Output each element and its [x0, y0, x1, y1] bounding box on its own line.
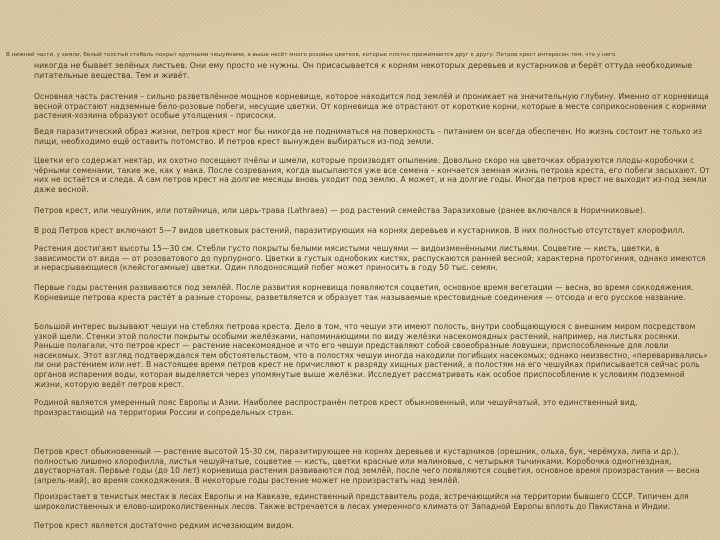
paragraph-rarity: Петров крест является достаточно редким исчезающим видом. [34, 521, 294, 530]
paragraph-common-species: Петров крест обыкновенный — растение высотой 15-30 см, паразитирующее на корнях деревьев и кустарников (орешник, ольха, бук, черёмуха, липа и др.), полностью лишено хлорофилла, листья чешуйчатые, соцветие — кисть, цветки красные или малиновые, с четырьмя тычинками. Коробочка одногнездная, двустворчатая. Первые годы (до 10 лет) корневища растения развиваются под землёй, после чего появляются соцветия, основное время произрастания — весна (апрель-май), во время соккодяжения. В некоторые годы растение может не произрастать над землёй. [34, 447, 700, 485]
paragraph-intro-first-line: В нижней части, у земли, белый толстый стебель покрыт крупными чешуйками, а выше несёт много розовых цветков, которые плотно прижимаются друг к другу. Петров крест интересен тем, что у него [6, 52, 616, 58]
paragraph-habitat: Произрастает в тенистых местах в лесах Европы и на Кавказе, единственный представитель рода, встречающийся на территории бывшего СССР. Типичен для широколиственных и елово-широколиственных лесов. Также встречается в лесах умеренного климата от Западной Европы вплоть до Пакистана и Индии. [34, 492, 689, 511]
paragraph-first-years: Первые годы растения развиваются под землёй. После развития корневища появляются соцветия, основное время вегетации — весна, во время соккодяжения. Корневище петрова креста растёт в разные стороны, разветвляется и образует так называемые крестовидные соединения — отсюда и его русское название. [34, 283, 694, 302]
paragraph-homeland: Родиной является умеренный пояс Европы и Азии. Наиболее распространён петров крест обыкновенный, или чешуйчатый, это единственный вид, произрастающий на территории России и сопредельных стран. [34, 398, 638, 417]
paragraph-description: Растения достигают высоты 15—30 см. Стебли густо покрыты белыми мясистыми чешуями — видоизменёнными листьями. Соцветие — кисть, цветки, в зависимости от вида — от розоватового до пурпурного. Цветки в густых однобоких кистях, распускаются ранней весной; характерна протогиния, однако имеются и нерасрывающиеся (клейстогамные) цветки. Один плодоносящий побег может приносить в году 50 тыс. семян. [34, 244, 706, 273]
paragraph-scales: Большой интерес вызывают чешуи на стеблях петрова креста. Дело в том, что чешуи эти имеют полость, внутри сообщающуюся с внешним миром посредством узкой щели. Стенки этой полости покрыты особыми желёзками, напоминающими по виду желёзки насекомоядных растений, например, на листьях росянки. Раньше полагали, что петров крест — растение насекомоядное и что его чешуи представляют собой своеобразные ловушки, приспособленные для ловли насекомых. Этот взгляд подтверждался тем обстоятельством, что в полостях чешуи иногда находили погибших насекомых; однако неизвестно, «переваривались» ли они растением или нет. В настоящее время петров крест не причисляют к разряду хищных растений, а полостям на его чешуйках приписывается сейчас роль органов испарения воды, которая выделяется через упомянутые выше желёзки. Исследует рассматривать как особое приспособление к условиям подземной жизни, которую ведёт петров крест. [34, 322, 708, 389]
paragraph-rhizome: Основная часть растения – сильно разветвлённое мощное корневище, которое находится под землёй и проникает на значительную глубину. Именно от корневища весной отрастают надземные бело-розовые побеги, несущие цветки. От корневища же отрастают от короткие корни, которые в месте соприкосновения с корнями растения-хозяина образуют особые утолщения – присоски. [34, 92, 709, 121]
paragraph-flowers: Цветки его содержат нектар, их охотно посещают пчёлы и шмели, которые производят опыление. Довольно скоро на цветочках образуются плоды-коробочки с чёрными семенами, такие же, как у мака. После созревания, когда высыпаются уже все семена – кончается земная жизнь петрова креста, его побеги засыхают. От них не остаётся и следа. А сам петров крест на долгие месяцы вновь уходит под землю. А может, и на долгие годы. Иногда петров крест не выходит из-под земли даже весной. [34, 156, 710, 194]
paragraph-intro-continuation: никогда не бывает зелёных листьев. Они ему просто не нужны. Он присасывается к корням некоторых деревьев и кустарников и берёт оттуда необходимые питательные вещества. Тем и живёт. [34, 61, 693, 80]
paragraph-species-count: В род Петров крест включают 5—7 видов цветковых растений, паразитирующих на корнях деревьев и кустарников. В них полностью отсутствует хлорофилл. [34, 226, 685, 235]
paragraph-parasitic-life: Ведя паразитический образ жизни, петров крест мог бы никогда не подниматься на поверхность – питанием он всегда обеспечен. Но жизнь состоит не только из пищи, необходимо ещё оставить потомство. И петров крест вынужден выбираться из-под земли. [34, 127, 703, 146]
paragraph-genus-name: Петров крест, или чешуйник, или потайница, или царь-трава (Lathraea) — род растений семейства Заразиховые (ранее включался в Норичниковые). [34, 206, 646, 215]
